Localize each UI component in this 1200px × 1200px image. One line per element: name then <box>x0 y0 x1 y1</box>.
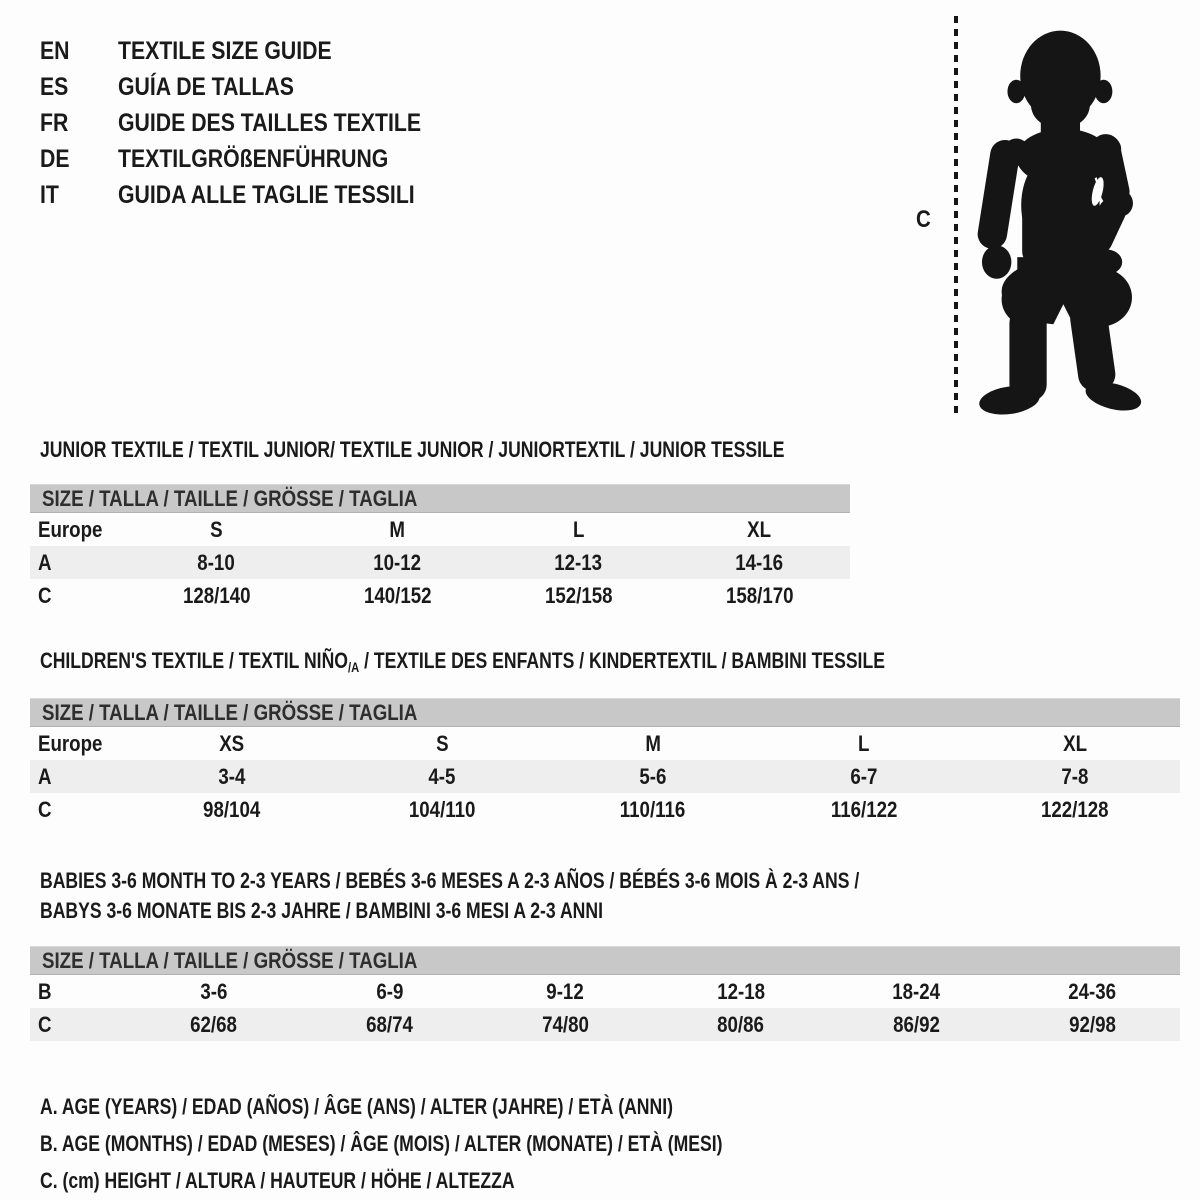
row-label: Europe <box>38 516 103 542</box>
size-cell: 24-36 <box>1068 978 1117 1004</box>
size-header-cell: SIZE / TALLA / TAILLE / GRÖSSE / TAGLIA <box>30 698 1180 727</box>
language-title: TEXTILE SIZE GUIDE <box>118 36 332 65</box>
children-size-table <box>30 698 1180 826</box>
legend-line-b: B. AGE (MONTHS) / EDAD (MESES) / ÂGE (MOIS) / ALTER (MONATE) / ETÀ (MESI) <box>40 1131 723 1156</box>
height-dashed-line <box>954 16 958 418</box>
size-header-cell: SIZE / TALLA / TAILLE / GRÖSSE / TAGLIA <box>30 946 1180 975</box>
size-cell: 5-6 <box>548 760 759 793</box>
size-cell: XL <box>1062 730 1087 756</box>
size-header-cell: SIZE / TALLA / TAILLE / GRÖSSE / TAGLIA <box>30 484 850 513</box>
row-label: A <box>30 546 126 579</box>
size-cell: 7-8 <box>969 760 1180 793</box>
row-label: C <box>30 1008 126 1041</box>
language-code: IT <box>40 180 59 209</box>
table-row-height <box>30 1008 1180 1041</box>
size-cell: 12-13 <box>488 546 669 579</box>
size-cell: XL <box>747 516 772 542</box>
size-cell: 10-12 <box>307 546 488 579</box>
language-title: TEXTILGRÖßENFÜHRUNG <box>118 144 389 173</box>
size-cell: 6-7 <box>758 760 969 793</box>
size-cell: 116/122 <box>830 796 898 822</box>
size-cell: 8-10 <box>126 546 307 579</box>
size-cell: 98/104 <box>202 796 260 822</box>
size-cell: 3-6 <box>200 978 228 1004</box>
size-cell: 14-16 <box>669 546 850 579</box>
language-title: GUIDE DES TAILLES TEXTILE <box>118 108 422 137</box>
nino-a-subscript: /A <box>347 659 360 675</box>
size-cell: 6-9 <box>375 978 403 1004</box>
header <box>30 0 1200 430</box>
size-cell: L <box>858 730 870 756</box>
size-cell: 86/92 <box>829 1008 1005 1041</box>
size-cell: 92/98 <box>1004 1008 1180 1041</box>
measurement-figure <box>916 14 1142 418</box>
language-code: ES <box>40 72 69 101</box>
row-label: C <box>38 796 52 822</box>
size-cell: S <box>210 516 223 542</box>
size-cell: 152/158 <box>544 582 613 608</box>
legend-line-c: C. (cm) HEIGHT / ALTURA / HAUTEUR / HÖHE / ALTEZZA <box>40 1168 515 1193</box>
language-title: GUIDA ALLE TAGLIE TESSILI <box>118 180 415 209</box>
size-cell: 4-5 <box>337 760 548 793</box>
height-measure-label: C <box>916 206 931 233</box>
table-row-height <box>30 579 850 612</box>
table-row-age <box>30 760 1180 793</box>
size-cell: 12-18 <box>716 978 765 1004</box>
size-cell: L <box>572 516 585 542</box>
size-cell: 128/140 <box>182 582 251 608</box>
size-cell: 122/128 <box>1040 796 1109 822</box>
toddler-silhouette <box>970 14 1142 416</box>
row-label: C <box>38 582 52 608</box>
size-cell: 9-12 <box>546 978 584 1004</box>
language-code: FR <box>40 108 69 137</box>
language-title: GUÍA DE TALLAS <box>118 72 294 101</box>
row-label: B <box>38 978 52 1004</box>
size-cell: 158/170 <box>725 582 794 608</box>
row-label: A <box>30 760 126 793</box>
language-code: EN <box>40 36 70 65</box>
table-header-row <box>30 698 1180 727</box>
children-section-title: CHILDREN'S TEXTILE / TEXTIL NIÑO/A / TEXTILE DES ENFANTS / KINDERTEXTIL / BAMBINI TESSILE <box>40 648 885 675</box>
size-cell: 68/74 <box>302 1008 478 1041</box>
size-cell: 110/116 <box>620 796 686 822</box>
size-cell: 3-4 <box>126 760 337 793</box>
size-cell: 74/80 <box>477 1008 653 1041</box>
table-row-europe <box>30 513 850 546</box>
legend-line-a: A. AGE (YEARS) / EDAD (AÑOS) / ÂGE (ANS) / ALTER (JAHRE) / ETÀ (ANNI) <box>40 1094 673 1119</box>
size-cell: M <box>645 730 661 756</box>
row-label: Europe <box>38 730 103 756</box>
table-row-months <box>30 975 1180 1008</box>
table-header-row <box>30 484 850 513</box>
babies-section-title-line1: BABIES 3-6 MONTH TO 2-3 YEARS / BEBÉS 3-6 MESES A 2-3 AÑOS / BÉBÉS 3-6 MOIS À 2-3 ANS / <box>40 868 860 893</box>
size-cell: 18-24 <box>892 978 941 1004</box>
size-cell: 104/110 <box>408 796 476 822</box>
size-cell: M <box>389 516 406 542</box>
table-row-height <box>30 793 1180 826</box>
size-cell: XS <box>218 730 244 756</box>
legend <box>40 1088 1200 1199</box>
language-code: DE <box>40 144 70 173</box>
size-cell: S <box>435 730 449 756</box>
junior-section-title: JUNIOR TEXTILE / TEXTIL JUNIOR/ TEXTILE JUNIOR / JUNIORTEXTIL / JUNIOR TESSILE <box>40 437 785 462</box>
table-header-row <box>30 946 1180 975</box>
babies-size-table <box>30 946 1180 1041</box>
size-cell: 80/86 <box>653 1008 829 1041</box>
size-cell: 62/68 <box>126 1008 302 1041</box>
junior-size-table <box>30 484 850 612</box>
table-row-age <box>30 546 850 579</box>
table-row-europe <box>30 727 1180 760</box>
size-cell: 140/152 <box>363 582 432 608</box>
babies-section-title-line2: BABYS 3-6 MONATE BIS 2-3 JAHRE / BAMBINI 3-6 MESI A 2-3 ANNI <box>40 898 603 923</box>
